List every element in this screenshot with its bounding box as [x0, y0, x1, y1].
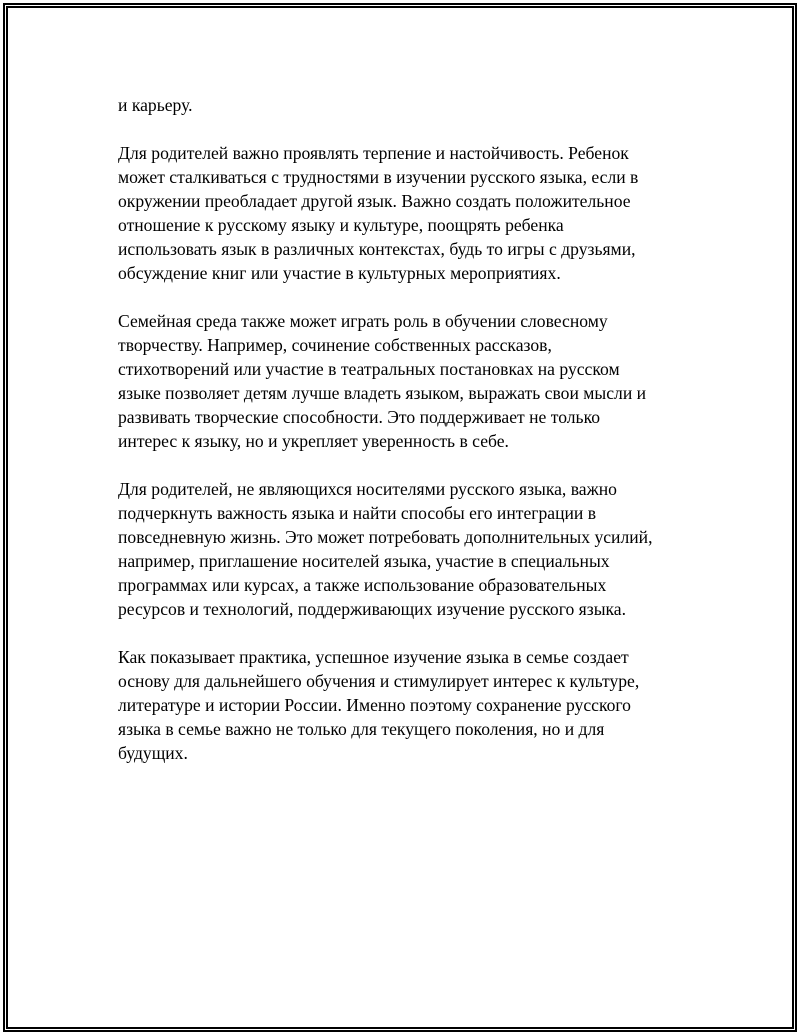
- paragraph-2: Для родителей важно проявлять терпение и настойчивость. Ребенок может сталкиваться с трудностями в изучении русского языка, если в окружении преобладает другой язык. Важно создать положительное отношение к русскому языку и культуре, поощрять ребенка использовать язык в различных контекстах, будь то игры с друзьями, обсуждение книг или участие в культурных мероприятиях.: [118, 143, 639, 283]
- paragraph-4: Для родителей, не являющихся носителями русского языка, важно подчеркнуть важность языка и найти способы его интеграции в повседневную жизнь. Это может потребовать дополнительных усилий, например, приглашение носителей языка, участие в специальных программах или курсах, а также использование образовательных ресурсов и технологий, поддерживающих изучение русского языка.: [118, 479, 653, 619]
- paragraph-1: и карьеру.: [118, 95, 193, 115]
- paragraph-3: Семейная среда также может играть роль в обучении словесному творчеству. Например, сочинение собственных рассказов, стихотворений или участие в театральных постановках на русском языке позволяет детям лучше владеть языком, выражать свои мысли и развивать творческие способности. Это поддерживает не только интерес к языку, но и укрепляет уверенность в себе.: [118, 311, 647, 451]
- paragraph-5: Как показывает практика, успешное изучение языка в семье создает основу для дальнейшего обучения и стимулирует интерес к культуре, литературе и истории России. Именно поэтому сохранение русского языка в семье важно не только для текущего поколения, но и для будущих.: [118, 647, 640, 763]
- document-body: [118, 93, 693, 789]
